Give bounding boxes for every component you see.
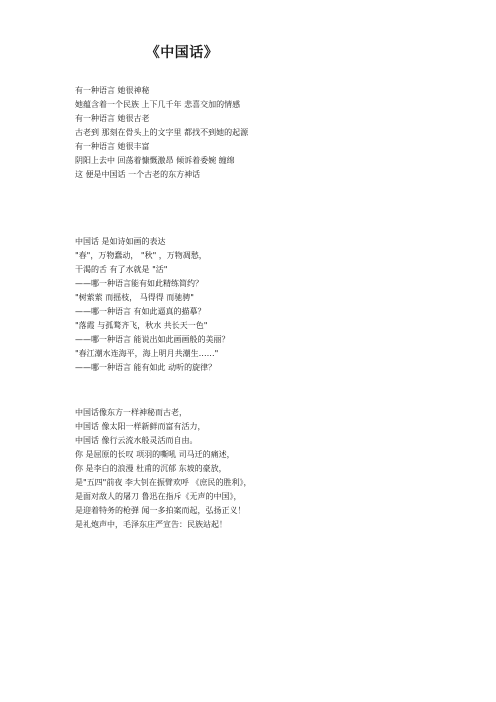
poem-line: "落霞 与孤鹜齐飞，秋水 共长天一色" (75, 321, 208, 330)
poem-line: ——哪一种语言能有如此精练简约？ (75, 279, 203, 288)
poem-line: 干渴的舌 有了水就是 "活" (75, 265, 168, 274)
poem-line: 是面对敌人的屠刀 鲁迅在指斥《无声的中国》， (75, 492, 242, 501)
poem-line: 是"五四"前夜 李大钊在振臂欢呼 《庶民的胜利》， (75, 478, 252, 487)
poem-line: 中国话 像行云流水般灵活而自由。 (75, 436, 198, 445)
poem-line: 有一种语言 她很丰富 (75, 142, 150, 151)
poem-line: "树萦萦 而摇枝， 马得得 而驰骋" (75, 293, 194, 302)
poem-line: "春江潮水连海平，海上明月共潮生……" (75, 349, 219, 358)
poem-line: 有一种语言 她很古老 (75, 114, 150, 123)
poem-line: "春"，万物蠢动， "秋" ，万物凋愁， (75, 251, 207, 260)
poem-line: 古老到 那刻在骨头上的文字里 都找不到她的起源 (75, 128, 249, 137)
stanza-1 (75, 84, 485, 182)
poem-line: 你 是屈原的长叹 项羽的嘶吼 司马迁的痛述， (75, 450, 235, 459)
stanza-3 (75, 406, 485, 532)
poem-line: ——哪一种语言 能有如此 动听的旋律？ (75, 363, 217, 372)
poem-line: 你 是李白的浪漫 杜甫的沉郁 东坡的豪放， (75, 464, 227, 473)
poem-line: 阴阳上去中 回荡着慷慨激昂 倾诉着委婉 缠绵 (75, 156, 235, 165)
poem-line: ——哪一种语言 有如此逼真的描摹？ (75, 307, 206, 316)
poem-line: 这 便是中国话 一个古老的东方神话 (75, 170, 201, 179)
poem-line: 她蕴含着一个民族 上下几千年 悲喜交加的情感 (75, 100, 241, 109)
poem-line: ——哪一种语言 能说出如此画画般的美丽？ (75, 335, 230, 344)
poem-line: 中国话像东方一样神秘而古老， (75, 408, 187, 417)
stanza-2 (75, 235, 485, 375)
document-title: 《中国话》 (145, 45, 219, 61)
poem-line: 有一种语言 她很神秘 (75, 86, 150, 95)
poem-line: 中国话 是如诗如画的表达 (75, 237, 166, 246)
poem-line: 是迎着特务的枪弹 闻一多拍案而起，弘扬正义！ (75, 506, 246, 515)
poem-line: 中国话 像太阳一样新鲜而富有活力， (75, 422, 206, 431)
poem-line: 是礼炮声中，毛泽东庄严宣告：民族站起！ (75, 520, 227, 529)
